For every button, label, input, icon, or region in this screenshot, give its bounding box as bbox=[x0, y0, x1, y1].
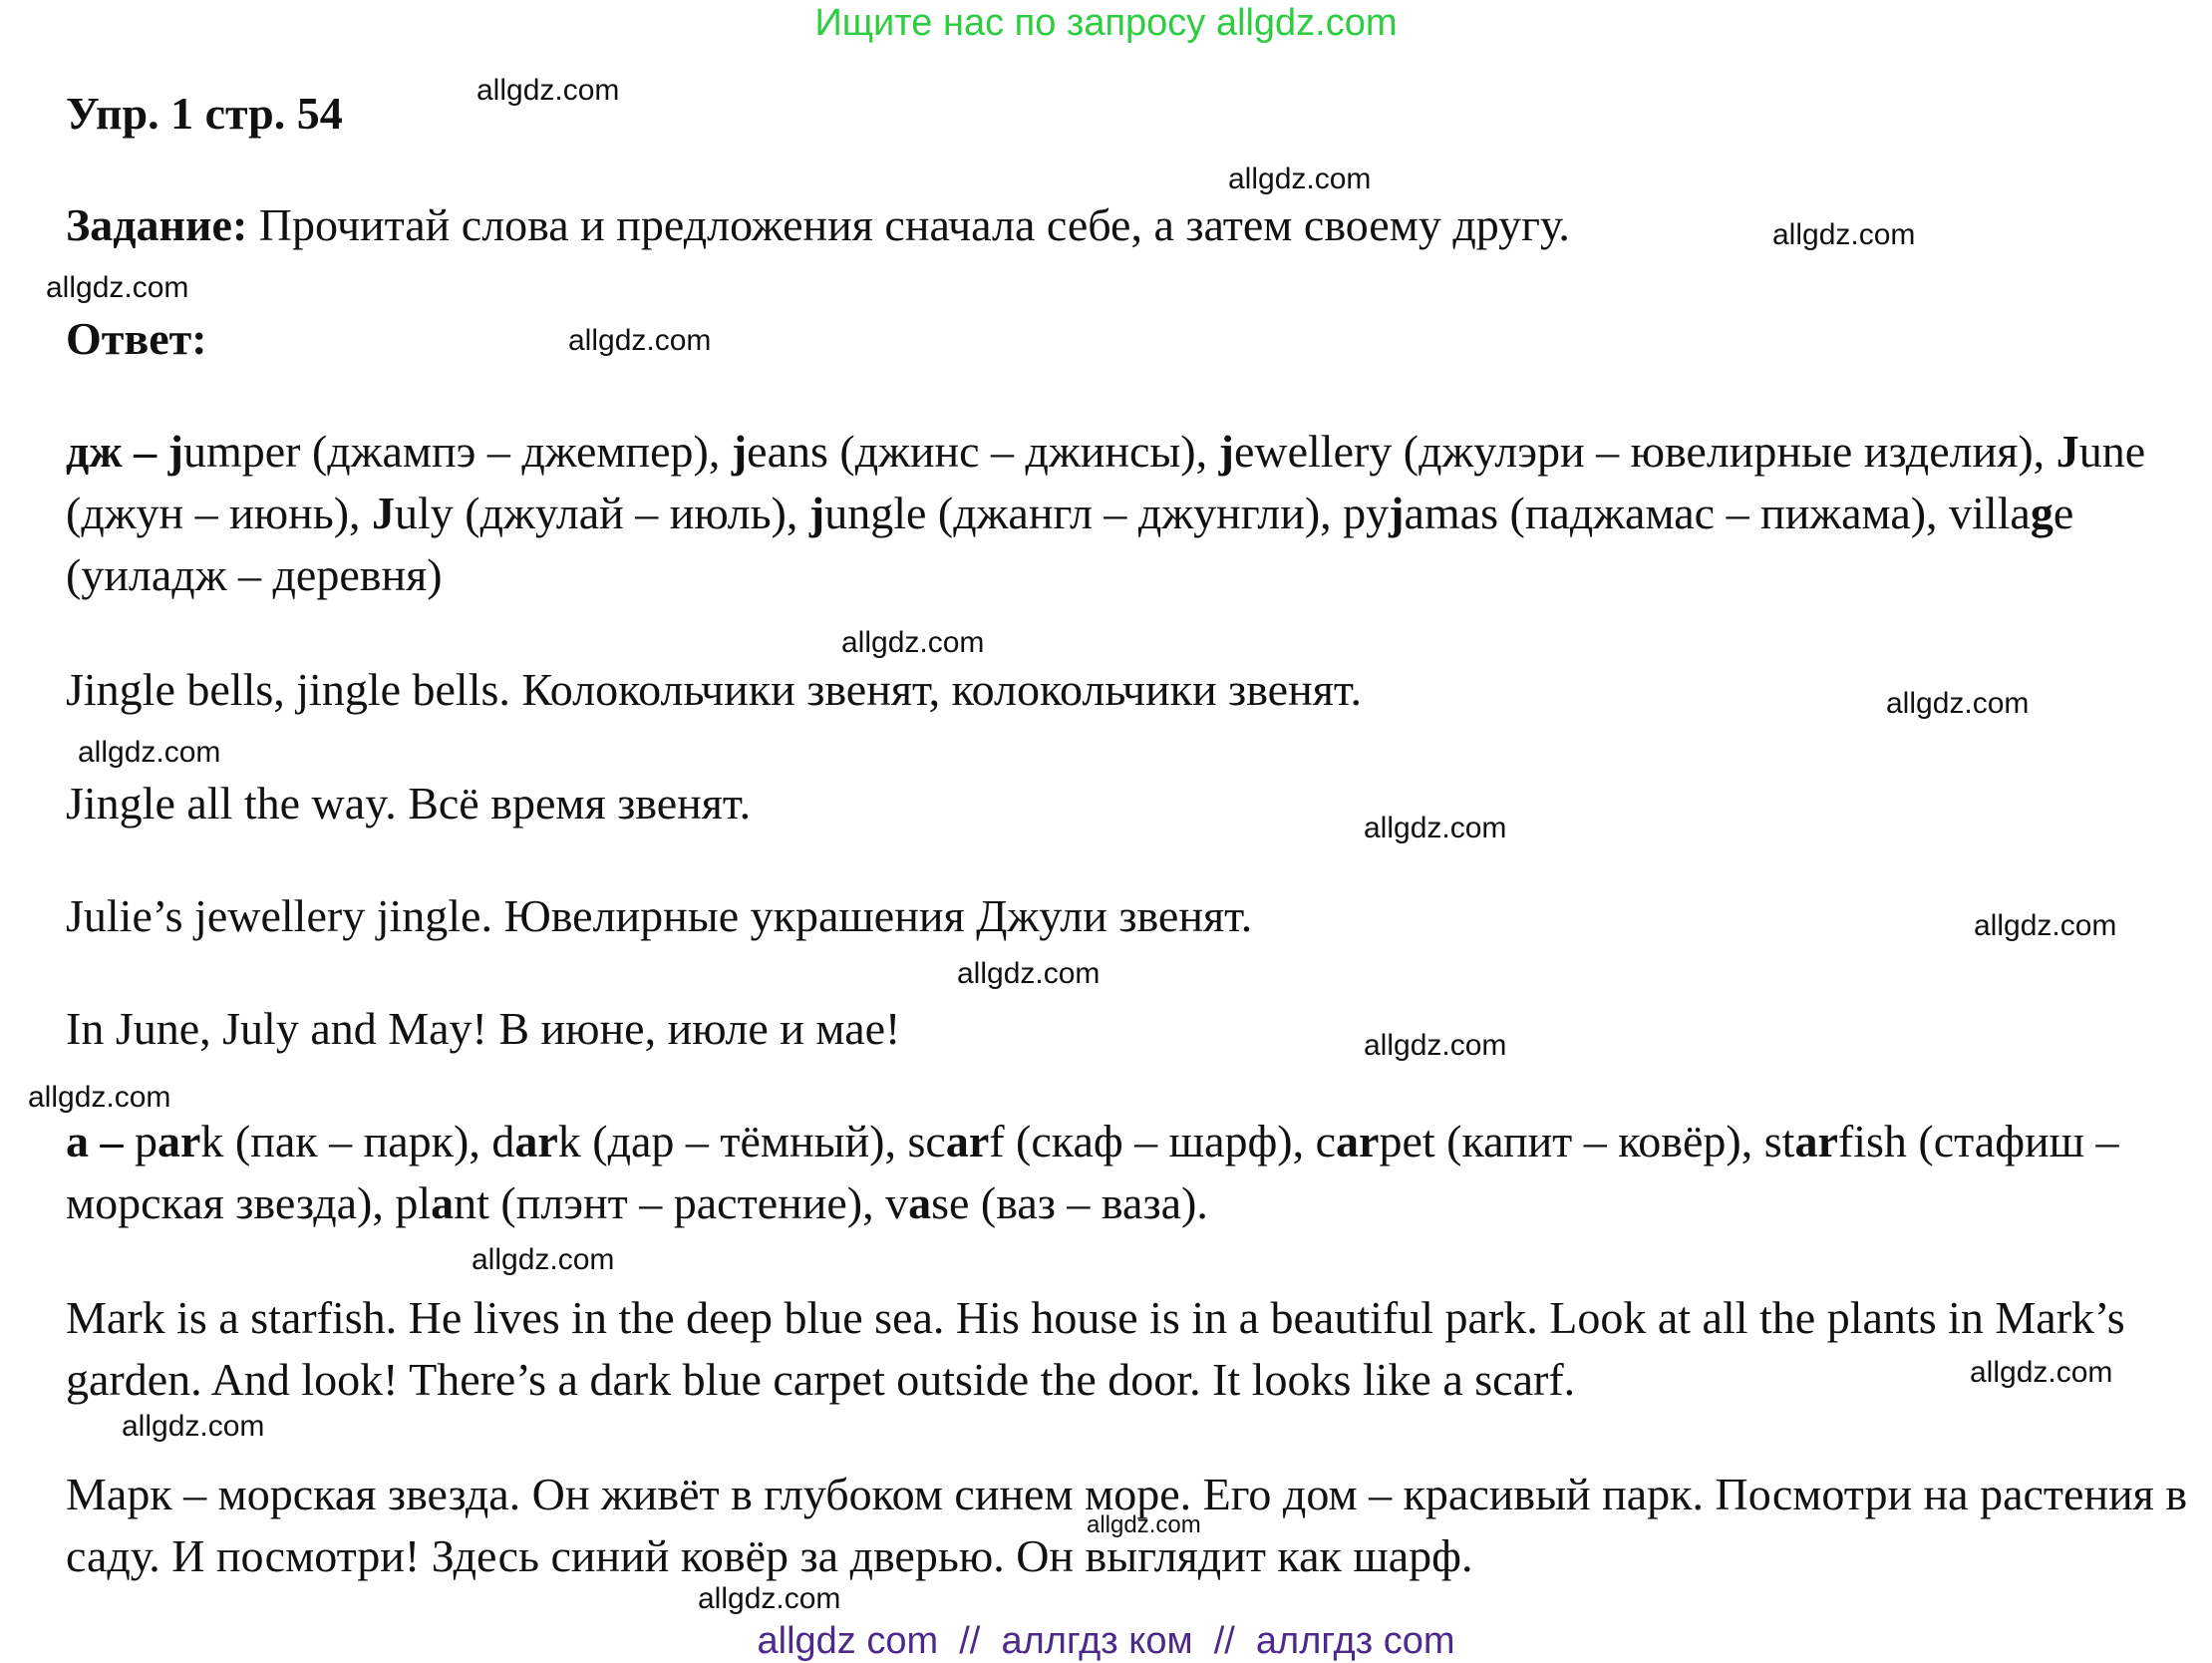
jingle-line-3: Julie’s jewellery jingle. Ювелирные украшения Джули звенят. bbox=[66, 890, 1253, 941]
jingle-line-1: Jingle bells, jingle bells. Колокольчики звенят, колокольчики звенят. bbox=[66, 664, 1363, 715]
footer-links: allgdz com // аллгдз ком // аллгдз com bbox=[757, 1620, 1455, 1662]
jingle-line-4: In June, July and May! В июне, июле и мае! bbox=[66, 1003, 901, 1054]
a-word-plant: plant (плэнт – растение), bbox=[395, 1177, 886, 1228]
watermark: allgdz.com bbox=[46, 271, 189, 304]
dzh-word-jungle: jungle (джангл – джунгли), bbox=[808, 488, 1344, 538]
a-word-dark: dark (дар – тёмный), bbox=[491, 1116, 908, 1166]
task-text: Прочитай слова и предложения сначала себе, а затем своему другу. bbox=[247, 199, 1570, 250]
dzh-word-jewellery: jewellery (джулэри – ювелирные изделия), bbox=[1218, 426, 2056, 477]
top-banner: Ищите нас по запросу allgdz.com bbox=[814, 2, 1398, 44]
dzh-word-june: June (джун – июнь), bbox=[66, 426, 2146, 538]
dzh-word-pyjamas: pyjamas (паджамас – пижама), bbox=[1343, 488, 1950, 538]
russian-story: Марк – морская звезда. Он живёт в глубоком синем море. Его дом – красивый парк. Посмотри на растения в саду. И посмотри! Здесь синий ковёр за дверью. Он выглядит как шарф. bbox=[66, 1469, 2188, 1581]
watermark: allgdz.com bbox=[1364, 1029, 1507, 1062]
watermark: allgdz.com bbox=[476, 74, 620, 107]
watermark: allgdz.com bbox=[841, 626, 985, 659]
exercise-title: Упр. 1 стр. 54 bbox=[66, 88, 343, 139]
watermark: allgdz.com bbox=[1364, 812, 1507, 844]
watermark: allgdz.com bbox=[1970, 1356, 2113, 1389]
dzh-paragraph bbox=[66, 421, 2189, 606]
dzh-word-jeans: jeans (джинс – джинсы), bbox=[731, 426, 1219, 477]
jingle-line-2: Jingle all the way. Всё время звенят. bbox=[66, 778, 752, 829]
dzh-word-jumper: jumper (джампэ – джемпер), bbox=[167, 426, 732, 477]
dzh-lead: дж – bbox=[66, 426, 168, 477]
watermark: allgdz.com bbox=[1886, 687, 2030, 720]
a-word-carpet: carpet (капит – ковёр), bbox=[1315, 1116, 1764, 1166]
watermark: allgdz.com bbox=[78, 736, 221, 769]
watermark: allgdz.com bbox=[122, 1410, 265, 1443]
dzh-word-july: July (джулай – июль), bbox=[372, 488, 809, 538]
dzh-word-village: village (уиладж – деревня) bbox=[66, 488, 2074, 600]
english-story: Mark is a starfish. He lives in the deep blue sea. His house is in a beautiful park. Look at all the plants in Mark’s garden. And look! There’s a dark blue carpet outside the door. It looks like a scarf. bbox=[66, 1292, 2125, 1405]
a-word-starfish: starfish (стафиш – морская звезда), bbox=[66, 1116, 2119, 1228]
task-line bbox=[66, 197, 1570, 253]
a-sound-paragraph bbox=[66, 1111, 2189, 1234]
watermark: allgdz.com bbox=[698, 1582, 841, 1615]
a-word-vase: vase (ваз – ваза). bbox=[885, 1177, 1208, 1228]
watermark: allgdz.com bbox=[472, 1243, 615, 1276]
watermark: allgdz.com bbox=[1087, 1511, 1201, 1538]
answer-label: Ответ: bbox=[66, 313, 207, 364]
watermark: allgdz.com bbox=[1772, 218, 1916, 251]
task-label: Задание: bbox=[66, 199, 248, 250]
a-word-park: park (пак – парк), bbox=[135, 1116, 492, 1166]
watermark: allgdz.com bbox=[28, 1081, 171, 1114]
watermark: allgdz.com bbox=[568, 324, 712, 357]
watermark: allgdz.com bbox=[1974, 909, 2117, 942]
watermark: allgdz.com bbox=[1228, 163, 1372, 195]
watermark: allgdz.com bbox=[957, 957, 1101, 990]
a-lead: a – bbox=[66, 1116, 135, 1166]
a-word-scarf: scarf (скаф – шарф), bbox=[907, 1116, 1316, 1166]
